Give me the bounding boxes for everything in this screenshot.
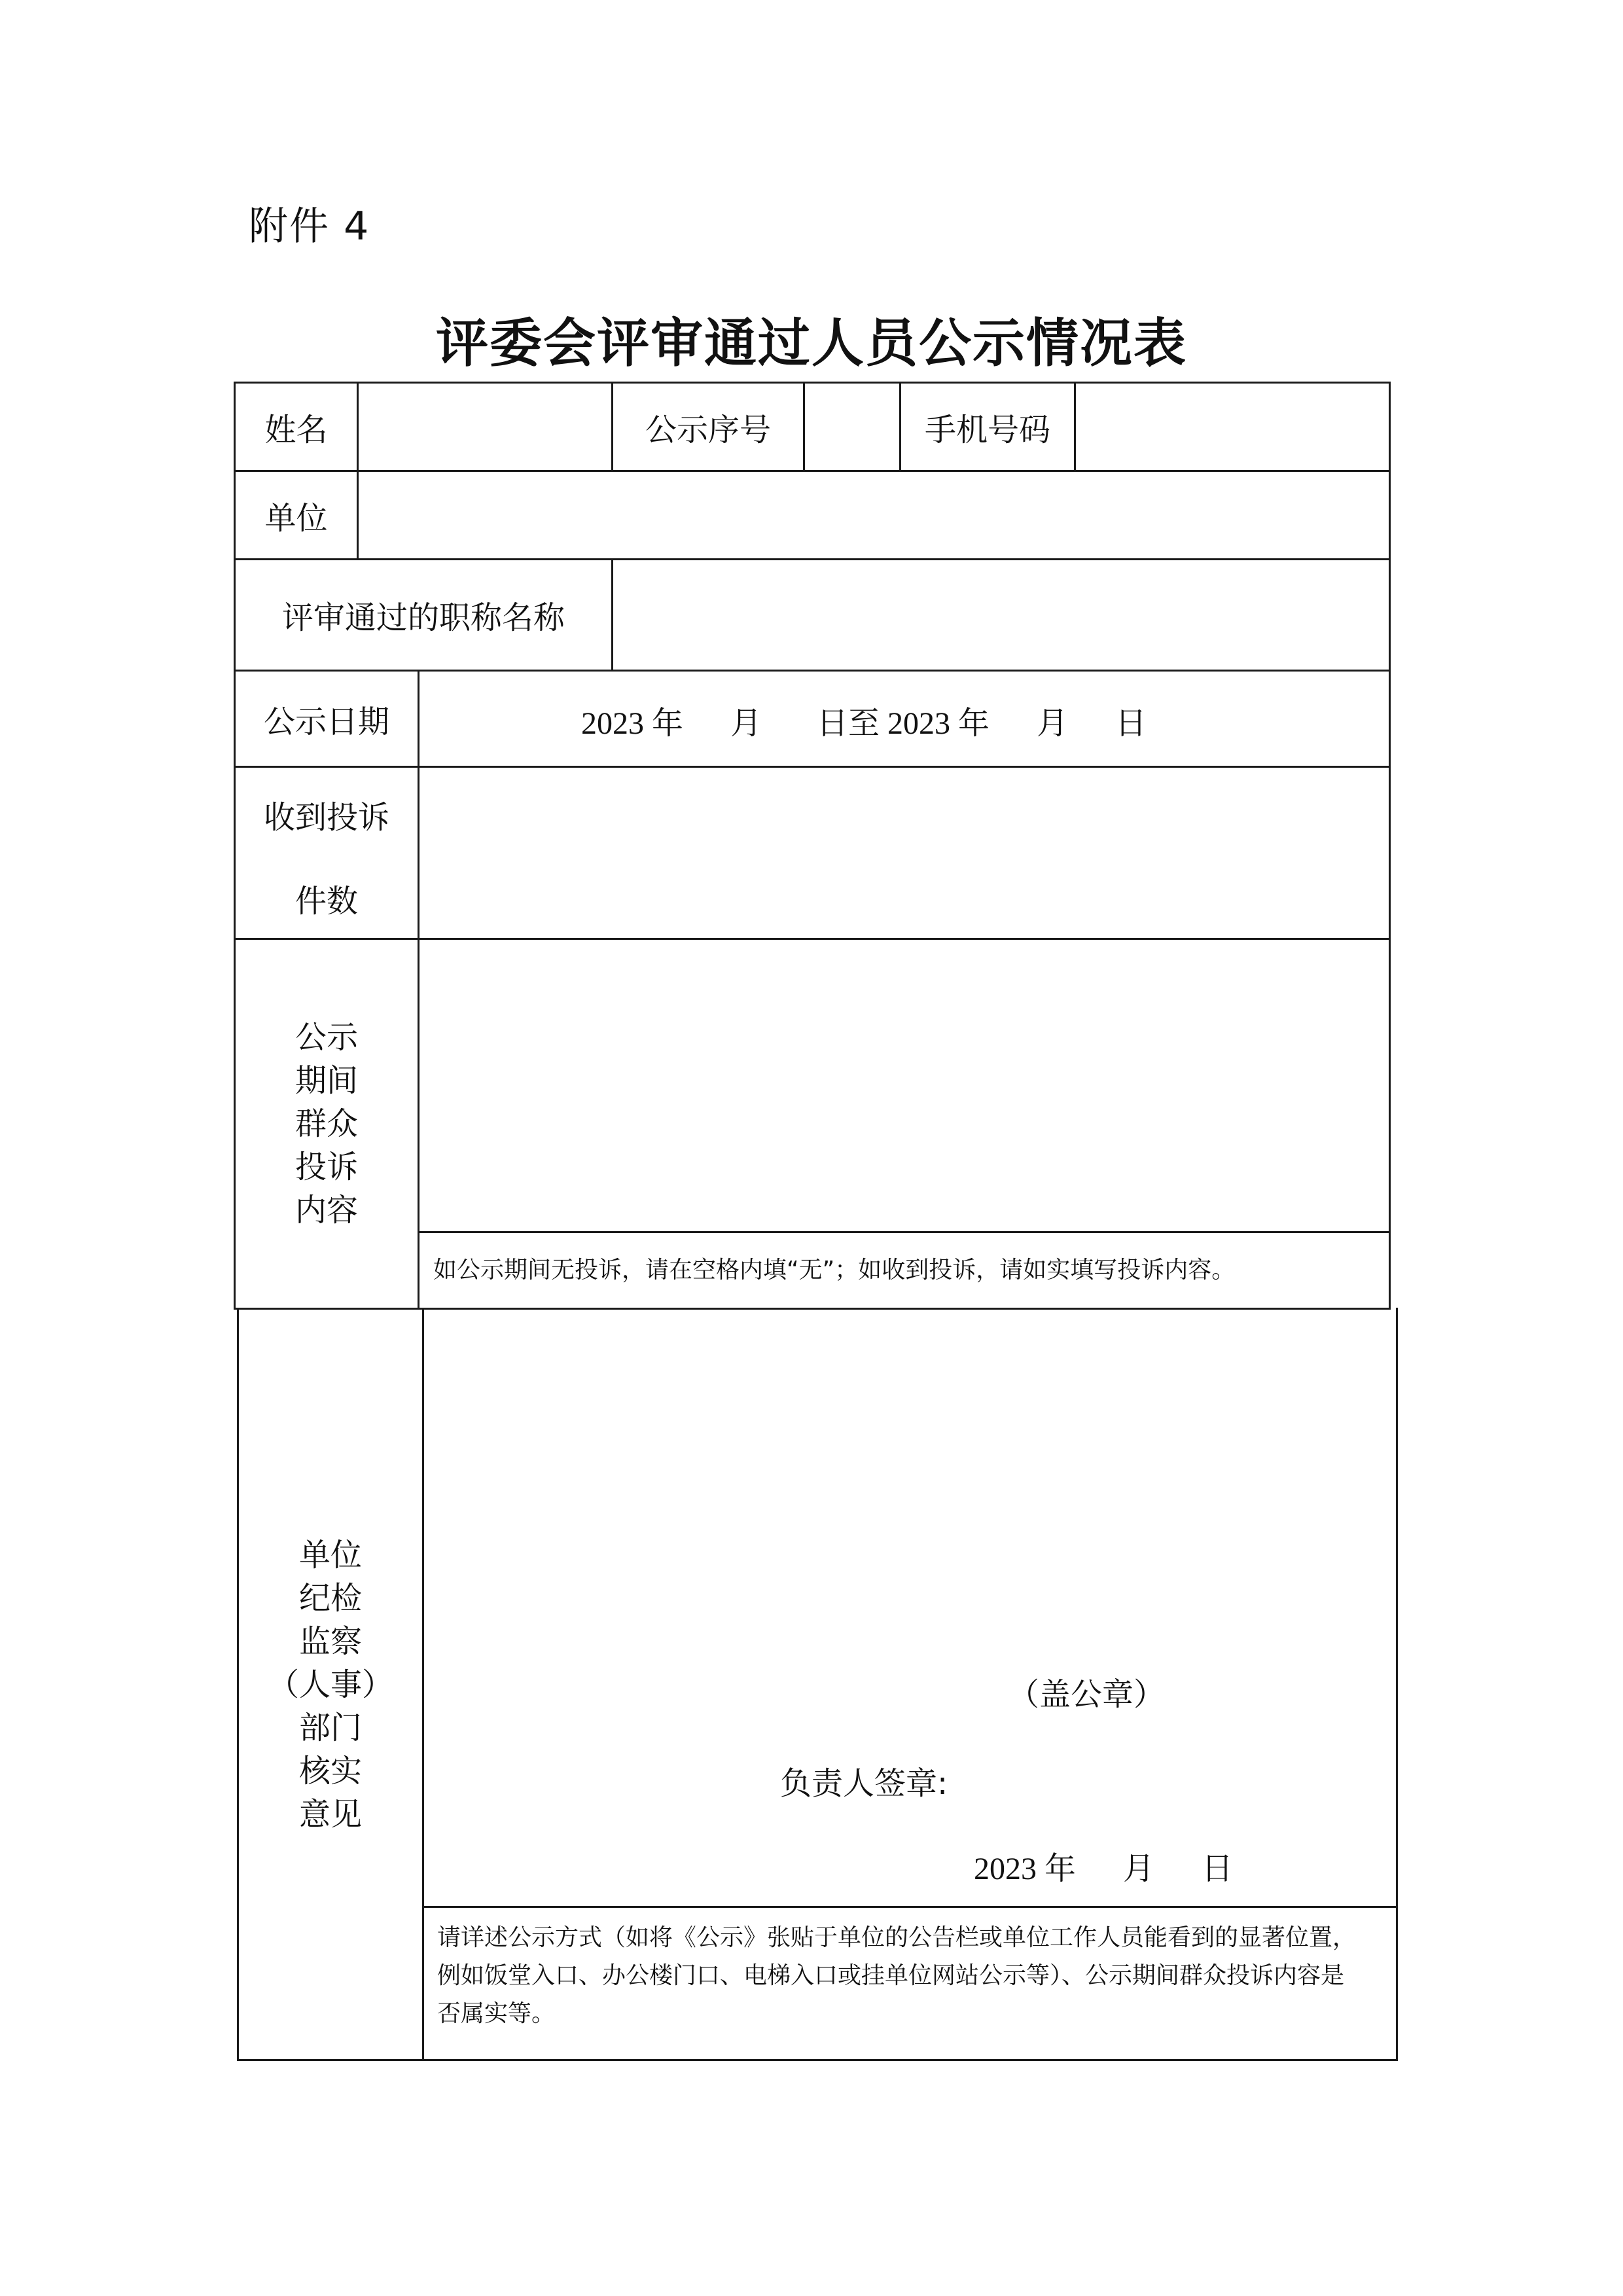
attachment-label: 附件 4 (249, 204, 370, 249)
official-seal-text: （盖公章） (1008, 1676, 1166, 1713)
signature-label: 负责人签章: (780, 1765, 948, 1802)
phone-number-field[interactable] (1076, 384, 1389, 470)
verification-opinion-field[interactable] (424, 1310, 1396, 1906)
table-border-right (1396, 1308, 1398, 2061)
name-label: 姓名 (264, 411, 328, 448)
complaints-count-label-line1: 收到投诉 (263, 798, 389, 836)
publicity-method-note-line: 请详述公示方式（如将《公示》张贴于单位的公告栏或单位工作人员能看到的显著位置， (437, 1924, 1357, 1951)
serial-number-field[interactable] (805, 384, 899, 470)
table-border-bottom (237, 2059, 1398, 2061)
publicity-method-note (437, 1919, 1356, 2033)
note-divider (422, 1906, 1397, 1908)
phone-number-label: 手机号码 (924, 411, 1050, 448)
publicity-method-note-line: 例如饭堂入口、办公楼门口、电梯入口或挂单位网站公示等）、公示期间群众投诉内容是 (437, 1962, 1345, 1989)
complaint-content-label-line: 投诉 (294, 1149, 358, 1185)
complaints-count-field[interactable] (419, 768, 1389, 938)
complaint-content-label-line: 内容 (294, 1192, 358, 1229)
serial-number-label: 公示序号 (645, 411, 771, 448)
complaint-content-label-line: 公示 (294, 1019, 358, 1056)
page-title: 评委会评审通过人员公示情况表 (436, 313, 1187, 374)
unit-field[interactable] (359, 472, 1389, 558)
note-divider (419, 1231, 1391, 1233)
approved-title-label: 评审通过的职称名称 (281, 600, 565, 636)
verification-label-line: （人事） (267, 1666, 393, 1703)
unit-label: 单位 (264, 499, 328, 537)
verification-label-line: 核实 (298, 1752, 362, 1789)
complaint-content-label-line: 群众 (294, 1105, 358, 1142)
verification-label-line: 监察 (298, 1623, 362, 1660)
complaint-content-field[interactable] (419, 940, 1389, 1231)
verification-label (239, 1310, 422, 2059)
complaints-count-label-line2: 件数 (294, 882, 358, 920)
publicity-period-value[interactable]: 2023 年 月 日至 2023 年 月 日 (581, 706, 1147, 741)
complaint-note: 如公示期间无投诉，请在空格内填“无”；如收到投诉，请如实填写投诉内容。 (433, 1257, 1236, 1283)
verification-label-line: 部门 (298, 1709, 362, 1746)
approved-title-field[interactable] (613, 560, 1389, 670)
publicity-method-note-line: 否属实等。 (437, 2000, 556, 2027)
publicity-period-label: 公示日期 (263, 703, 389, 740)
verification-label-line: 单位 (298, 1536, 362, 1573)
sign-date[interactable]: 2023 年 月 日 (974, 1852, 1234, 1886)
name-field[interactable] (359, 384, 611, 470)
complaint-content-label-line: 期间 (294, 1062, 358, 1099)
verification-label-line: 纪检 (298, 1579, 362, 1617)
verification-label-line: 意见 (298, 1795, 362, 1833)
complaint-content-label (236, 940, 418, 1308)
table-border-right (1389, 382, 1391, 1310)
